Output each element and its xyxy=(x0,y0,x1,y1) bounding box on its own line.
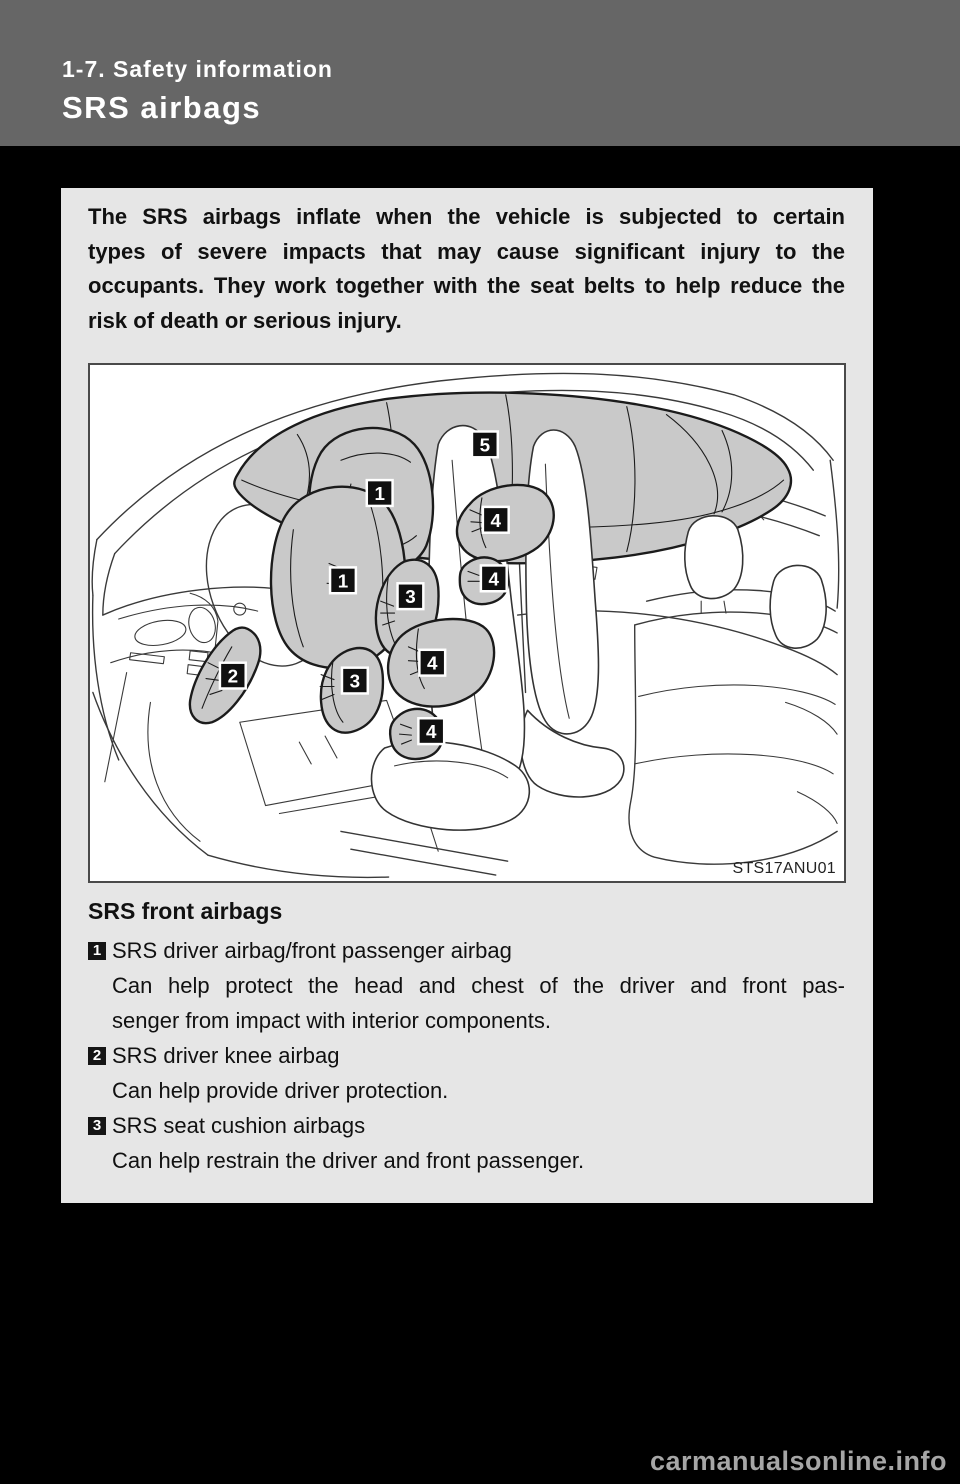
item-description-line: Can help protect the head and chest of the driver and front pas- xyxy=(112,973,845,998)
svg-text:4: 4 xyxy=(426,721,437,743)
figure-code: STS17ANU01 xyxy=(732,860,836,877)
diagram-label xyxy=(418,718,444,744)
item-number-badge: 3 xyxy=(88,1117,106,1135)
intro-line: types of severe impacts that may cause significant injury to the xyxy=(88,238,845,264)
diagram-label xyxy=(220,663,246,689)
svg-text:4: 4 xyxy=(488,568,500,590)
content-box xyxy=(61,188,873,1203)
page-title: SRS airbags xyxy=(62,90,262,125)
diagram-label xyxy=(342,668,368,694)
diagram-label xyxy=(483,507,509,533)
item-title: SRS driver airbag/front passenger airbag xyxy=(112,938,512,963)
list-item xyxy=(88,1038,845,1108)
svg-text:5: 5 xyxy=(479,434,491,456)
diagram-label xyxy=(367,480,393,506)
diagram-label xyxy=(330,567,356,593)
svg-text:3: 3 xyxy=(349,670,361,692)
diagram-label xyxy=(419,650,445,676)
diagram-label xyxy=(481,565,507,591)
intro-line: The SRS airbags inflate when the vehicle is subjected to certain xyxy=(88,204,845,229)
intro-line: occupants. They work together with the seat belts to help reduce the xyxy=(88,273,845,299)
section-heading: SRS front airbags xyxy=(88,898,283,924)
svg-text:4: 4 xyxy=(427,652,438,674)
item-description-line: senger from impact with interior components. xyxy=(112,1008,551,1033)
svg-text:3: 3 xyxy=(405,586,416,608)
airbag-diagram xyxy=(90,365,844,881)
item-title: SRS driver knee airbag xyxy=(112,1043,340,1068)
svg-text:1: 1 xyxy=(337,570,349,592)
list-item xyxy=(88,933,845,1038)
chapter-label: 1-7. Safety information xyxy=(62,56,333,82)
rear-headrests xyxy=(685,516,826,648)
item-description-line: Can help restrain the driver and front passenger. xyxy=(112,1148,585,1173)
list-item xyxy=(88,1108,845,1178)
watermark-text: carmanualsonline.info xyxy=(649,1446,947,1476)
airbag-diagram-frame xyxy=(88,363,846,883)
svg-text:4: 4 xyxy=(490,509,502,531)
diagram-label xyxy=(398,583,424,609)
item-number-badge: 1 xyxy=(88,942,106,960)
intro-paragraph xyxy=(88,200,845,339)
svg-text:2: 2 xyxy=(227,665,239,687)
item-number-badge: 2 xyxy=(88,1047,106,1065)
item-title: SRS seat cushion airbags xyxy=(112,1113,366,1138)
page-header-banner xyxy=(0,0,960,146)
item-description-line: Can help provide driver protection. xyxy=(112,1078,449,1103)
diagram-label xyxy=(472,431,498,457)
intro-line: risk of death or serious injury. xyxy=(88,308,402,334)
svg-text:1: 1 xyxy=(374,482,385,504)
airbag-list xyxy=(88,933,845,1178)
